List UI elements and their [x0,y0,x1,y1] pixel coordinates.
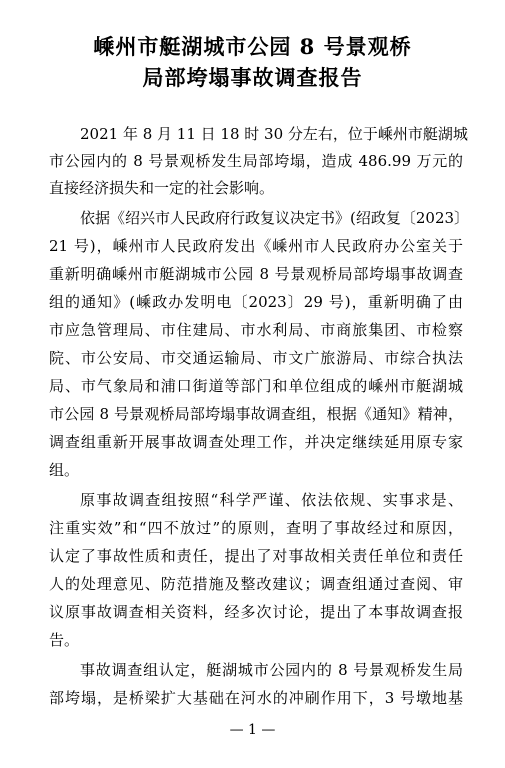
report-title-line-1: 嵊州市艇湖城市公园 8 号景观桥 [93,34,412,59]
paragraph-3-line: 议原事故调查相关资料，经多次讨论，提出了本事故调查报 [49,603,463,621]
paragraph-3-line: 告。 [49,631,80,649]
paragraph-3-line: 人的处理意见、防范措施及整改建议；调查组通过查阅、审 [49,575,463,593]
paragraph-2-line: 依据《绍兴市人民政府行政复议决定书》(绍政复〔2023〕 [80,209,470,227]
paragraph-2-line: 组。 [49,461,80,479]
paragraph-2-line: 调查组重新开展事故调查处理工作，并决定继续延用原专家 [49,433,463,451]
paragraph-4-line: 事故调查组认定，艇湖城市公园内的 8 号景观桥发生局 [80,661,463,679]
paragraph-3-line: 注重实效”和“四不放过”的原则，查明了事故经过和原因， [49,519,463,537]
paragraph-2-line: 21 号)，嵊州市人民政府发出《嵊州市人民政府办公室关于 [49,237,463,255]
paragraph-2-line: 组的通知》(嵊政办发明电〔2023〕29 号)，重新明确了由 [49,293,463,311]
paragraph-2-line: 市公园 8 号景观桥局部垮塌事故调查组，根据《通知》精神， [49,405,463,423]
paragraph-3-line: 原事故调查组按照“科学严谨、依法依规、实事求是、 [80,491,463,509]
report-title-line-2: 局部垮塌事故调查报告 [142,65,363,90]
paragraph-3-line: 认定了事故性质和责任，提出了对事故相关责任单位和责任 [49,547,463,565]
paragraph-2-line: 院、市公安局、市交通运输局、市文广旅游局、市综合执法 [49,349,463,367]
paragraph-1-line: 市公园内的 8 号景观桥发生局部垮塌，造成 486.99 万元的 [49,152,463,170]
paragraph-2-line: 局、市气象局和浦口街道等部门和单位组成的嵊州市艇湖城 [49,377,463,395]
paragraph-4-line: 部垮塌，是桥梁扩大基础在河水的冲刷作用下，3 号墩地基 [49,689,463,707]
paragraph-1-line: 直接经济损失和一定的社会影响。 [49,179,275,197]
paragraph-2-line: 重新明确嵊州市艇湖城市公园 8 号景观桥局部垮塌事故调查 [49,265,463,283]
paragraph-1-line: 2021 年 8 月 11 日 18 时 30 分左右，位于嵊州市艇湖城 [80,125,468,143]
page-number: — 1 — [229,722,276,738]
paragraph-2-line: 市应急管理局、市住建局、市水利局、市商旅集团、市检察 [49,321,463,339]
